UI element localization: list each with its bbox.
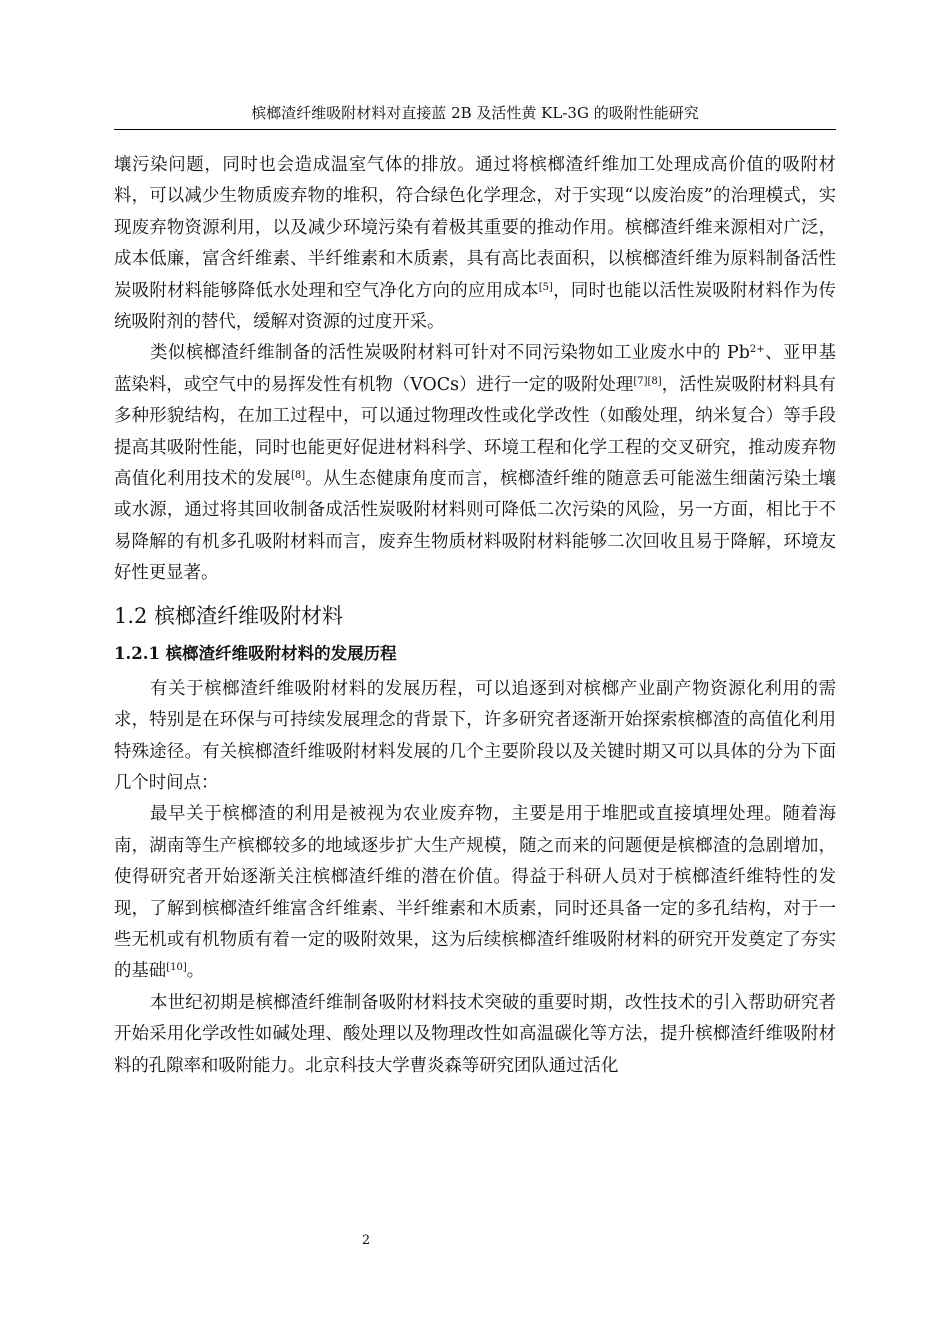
citation-8: [8]	[290, 470, 306, 482]
running-header	[114, 103, 836, 130]
paragraph-5	[114, 988, 836, 1082]
paragraph-1	[114, 150, 836, 338]
ion-charge: 2+	[749, 344, 765, 356]
running-header-title: 槟榔渣纤维吸附材料对直接蓝 2B 及活性黄 KL-3G 的吸附性能研究	[251, 104, 699, 122]
paragraph-3-text: 有关于槟榔渣纤维吸附材料的发展历程，可以追逐到对槟榔产业副产物资源化利用的需求，特别是在环保与可持续发展理念的背景下，许多研究者逐渐开始探索槟榔渣的高值化利用特殊途径。有关槟榔渣纤维吸附材料发展的几个主要阶段以及关键时期又可以具体的分为下面几个时间点：	[114, 678, 836, 793]
page-number: 2	[361, 1233, 371, 1248]
paragraph-2-text-a: 类似槟榔渣纤维制备的活性炭吸附材料可针对不同污染物如工业废水中的 Pb	[150, 343, 750, 364]
paragraph-2-text-d: 。从生态健康角度而言，槟榔渣纤维的随意丢可能滋生细菌污染土壤或水源，通过将其回收制备成活性炭吸附材料则可降低二次污染的风险，另一方面，相比于不易降解的有机多孔吸附材料而言，废弃生物质材料吸附材料能够二次回收且易于降解，环境友好性更显著。	[114, 469, 836, 584]
paragraph-1-text-a: 壤污染问题，同时也会造成温室气体的排放。通过将槟榔渣纤维加工处理成高价值的吸附材料，可以减少生物质废弃物的堆积，符合绿色化学理念，对于实现“以废治废”的治理模式，实现废弃物资源利用，以及减少环境污染有着极其重要的推动作用。槟榔渣纤维来源相对广泛，成本低廉，富含纤维素、半纤维素和木质素，具有高比表面积，以槟榔渣纤维为原料制备活性炭吸附材料能够降低水处理和空气净化方向的应用成本	[114, 155, 836, 301]
paragraph-3	[114, 674, 836, 800]
section-heading-1-2: 1.2 槟榔渣纤维吸附材料	[114, 603, 344, 628]
subsection-heading-1-2-1: 1.2.1 槟榔渣纤维吸附材料的发展历程	[114, 643, 397, 663]
paragraph-5-text: 本世纪初期是槟榔渣纤维制备吸附材料技术突破的重要时期，改性技术的引入帮助研究者开始采用化学改性如碱处理、酸处理以及物理改性如高温碳化等方法，提升槟榔渣纤维吸附材料的孔隙率和吸附能力。北京科技大学曹炎森等研究团队通过活化	[114, 992, 836, 1076]
paragraph-2-text-c: ，活性炭吸附材料具有多种形貌结构，在加工过程中，可以通过物理改性或化学改性（如酸处理，纳米复合）等手段提高其吸附性能，同时也能更好促进材料科学、环境工程和化学工程的交叉研究，推动废弃物高值化利用技术的发展	[114, 374, 836, 490]
paragraph-2-text-b: 、亚甲基蓝染料，或空气中的易挥发性有机物（VOCs）进行一定的吸附处理	[114, 343, 836, 395]
citation-5: [5]	[538, 281, 553, 293]
paragraph-1-text-b: ，同时也能以活性炭吸附材料作为传统吸附剂的替代，缓解对资源的过度开采。	[114, 280, 836, 333]
paragraph-4-text-a: 最早关于槟榔渣的利用是被视为农业废弃物，主要是用于堆肥或直接填埋处理。随着海南，湖南等生产槟榔较多的地域逐步扩大生产规模，随之而来的问题便是槟榔渣的急剧增加，使得研究者开始逐渐关注槟榔渣纤维的潜在价值。得益于科研人员对于槟榔渣纤维特性的发现，了解到槟榔渣纤维富含纤维素、半纤维素和木质素，同时还具备一定的多孔结构，对于一些无机或有机物质有着一定的吸附效果，这为后续槟榔渣纤维吸附材料的研究开发奠定了夯实的基础	[114, 804, 836, 982]
citation-7-8: [7][8]	[633, 375, 662, 387]
paragraph-4	[114, 799, 836, 987]
citation-10: [10]	[166, 962, 187, 974]
paragraph-2	[114, 338, 836, 589]
page-body	[114, 150, 836, 1082]
paragraph-4-text-b: 。	[186, 961, 205, 982]
